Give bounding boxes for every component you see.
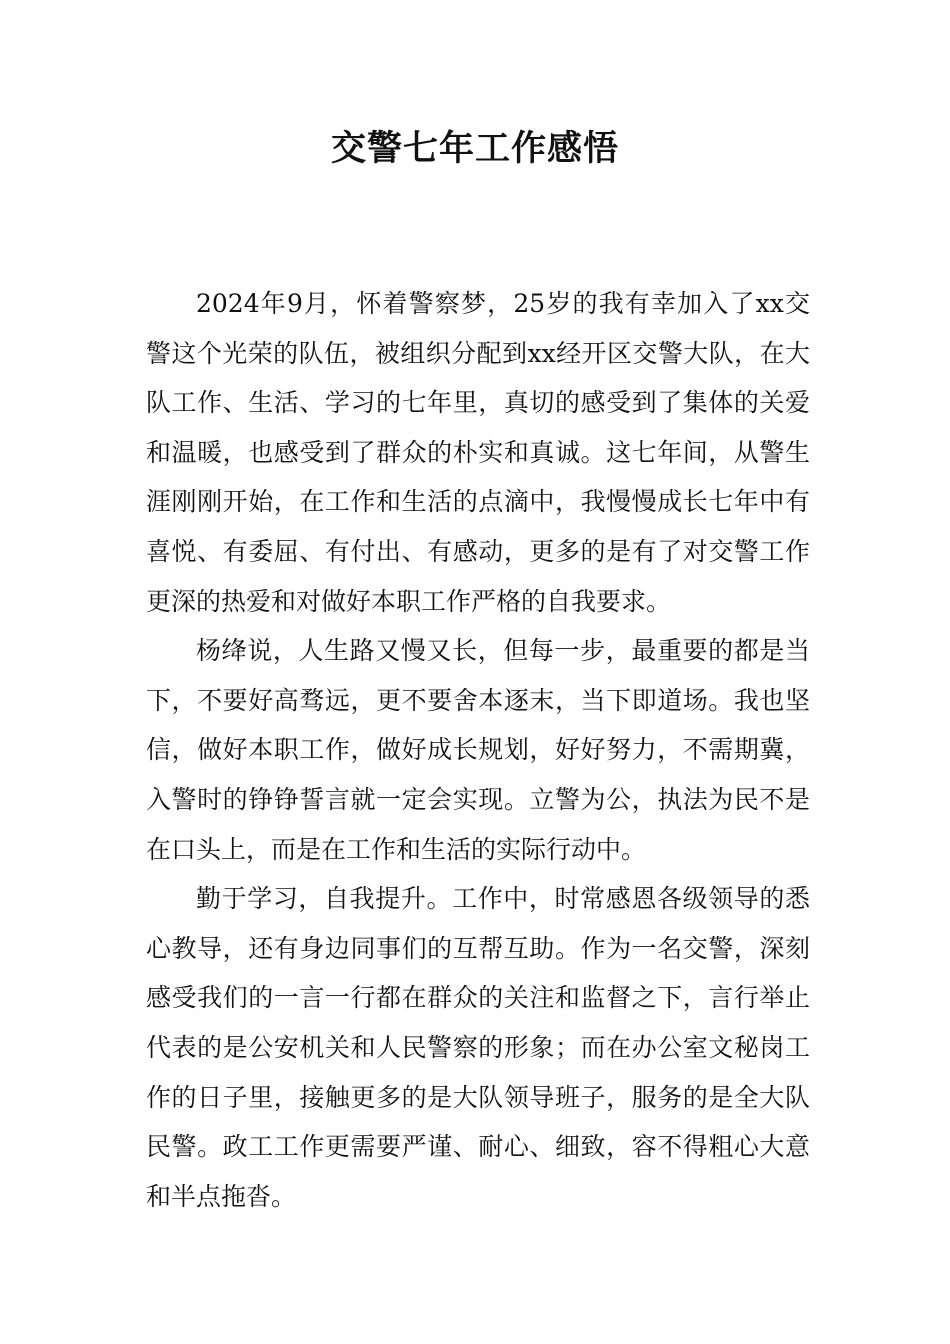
document-body (146, 279, 810, 1221)
document-title: 交警七年工作感悟 (330, 129, 619, 169)
paragraph-1: 2024年9月，怀着警察梦，25岁的我有幸加入了xx交警这个光荣的队伍，被组织分配到xx经开区交警大队，在大队工作、生活、学习的七年里，真切的感受到了集体的关爱和温暖，也感受到了群众的朴实和真诚。这七年间，从警生涯刚刚开始，在工作和生活的点滴中，我慢慢成长七年中有喜悦、有委屈、有付出、有感动，更多的是有了对交警工作更深的热爱和对做好本职工作严格的自我要求。 (146, 289, 810, 616)
paragraph-2: 杨绛说，人生路又慢又长，但每一步，最重要的都是当下，不要好高骛远，更不要舍本逐末，当下即道场。我也坚信，做好本职工作，做好成长规划，好好努力，不需期冀，入警时的铮铮誓言就一定会实现。立警为公，执法为民不是在口头上，而是在工作和生活的实际行动中。 (146, 636, 810, 864)
paragraph-3: 勤于学习，自我提升。工作中，时常感恩各级领导的悉心教导，还有身边同事们的互帮互助。作为一名交警，深刻感受我们的一言一行都在群众的关注和监督之下，言行举止代表的是公安机关和人民警察的形象；而在办公室文秘岗工作的日子里，接触更多的是大队领导班子，服务的是全大队民警。政工工作更需要严谨、耐心、细致，容不得粗心大意和半点拖沓。 (146, 884, 810, 1211)
